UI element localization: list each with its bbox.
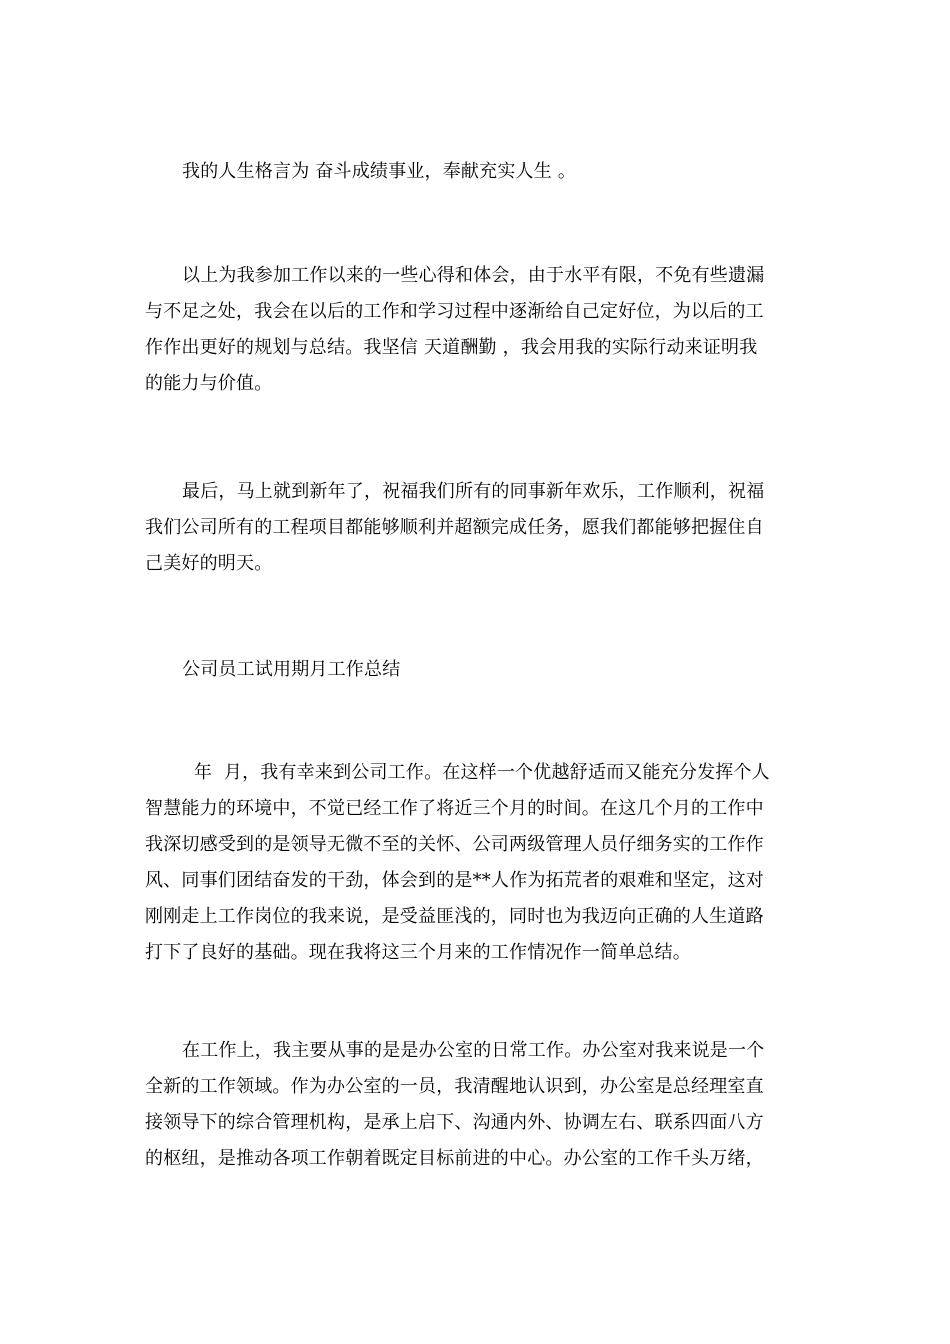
text-line: 接领导下的综合管理机构，是承上启下、沟通内外、协调左右、联系四面八方 (145, 1112, 764, 1133)
paragraph-office-work (145, 1033, 805, 1177)
text-line: 的能力与价值。 (145, 373, 273, 394)
text-line: 刚刚走上工作岗位的我来说，是受益匪浅的，同时也为我迈向正确的人生道路 (145, 906, 764, 927)
text-line: 我深切感受到的是领导无微不至的关怀、公司两级管理人员仔细务实的工作作 (145, 834, 764, 855)
paragraph-reflection (145, 258, 805, 402)
text-line: 在工作上，我主要从事的是是办公室的日常工作。办公室对我来说是一个 (182, 1040, 765, 1061)
paragraph-motto (145, 154, 805, 190)
text-line: 打下了良好的基础。现在我将这三个月来的工作情况作一简单总结。 (145, 942, 691, 963)
text-line: 我们公司所有的工程项目都能够顺利并超额完成任务，愿我们都能够把握住自 (145, 517, 764, 538)
text-line: 以上为我参加工作以来的一些心得和体会，由于水平有限，不免有些遗漏 (182, 265, 765, 286)
paragraph-introduction (145, 755, 805, 971)
text-line: 己美好的明天。 (145, 553, 273, 574)
text-line: 我的人生格言为 奋斗成绩事业，奉献充实人生 。 (182, 161, 577, 182)
section-title (145, 652, 805, 688)
text-line: 风、同事们团结奋发的干劲，体会到的是**人作为拓荒者的艰难和坚定，这对 (145, 870, 764, 891)
text-line: 的枢纽，是推动各项工作朝着既定目标前进的中心。办公室的工作千头万绪， (145, 1148, 764, 1169)
text-line: 与不足之处，我会在以后的工作和学习过程中逐渐给自己定好位，为以后的工 (145, 301, 764, 322)
text-line: 公司员工试用期月工作总结 (182, 659, 401, 680)
text-line: 智慧能力的环境中，不觉已经工作了将近三个月的时间。在这几个月的工作中 (145, 798, 764, 819)
text-line: 最后，马上就到新年了，祝福我们所有的同事新年欢乐，工作顺利，祝福 (182, 481, 765, 502)
text-line: 年 月，我有幸来到公司工作。在这样一个优越舒适而又能充分发挥个人 (182, 762, 770, 783)
paragraph-new-year-wishes (145, 474, 805, 582)
text-line: 全新的工作领域。作为办公室的一员，我清醒地认识到，办公室是总经理室直 (145, 1076, 764, 1097)
text-line: 作作出更好的规划与总结。我坚信 天道酬勤 ，我会用我的实际行动来证明我 (145, 337, 758, 358)
